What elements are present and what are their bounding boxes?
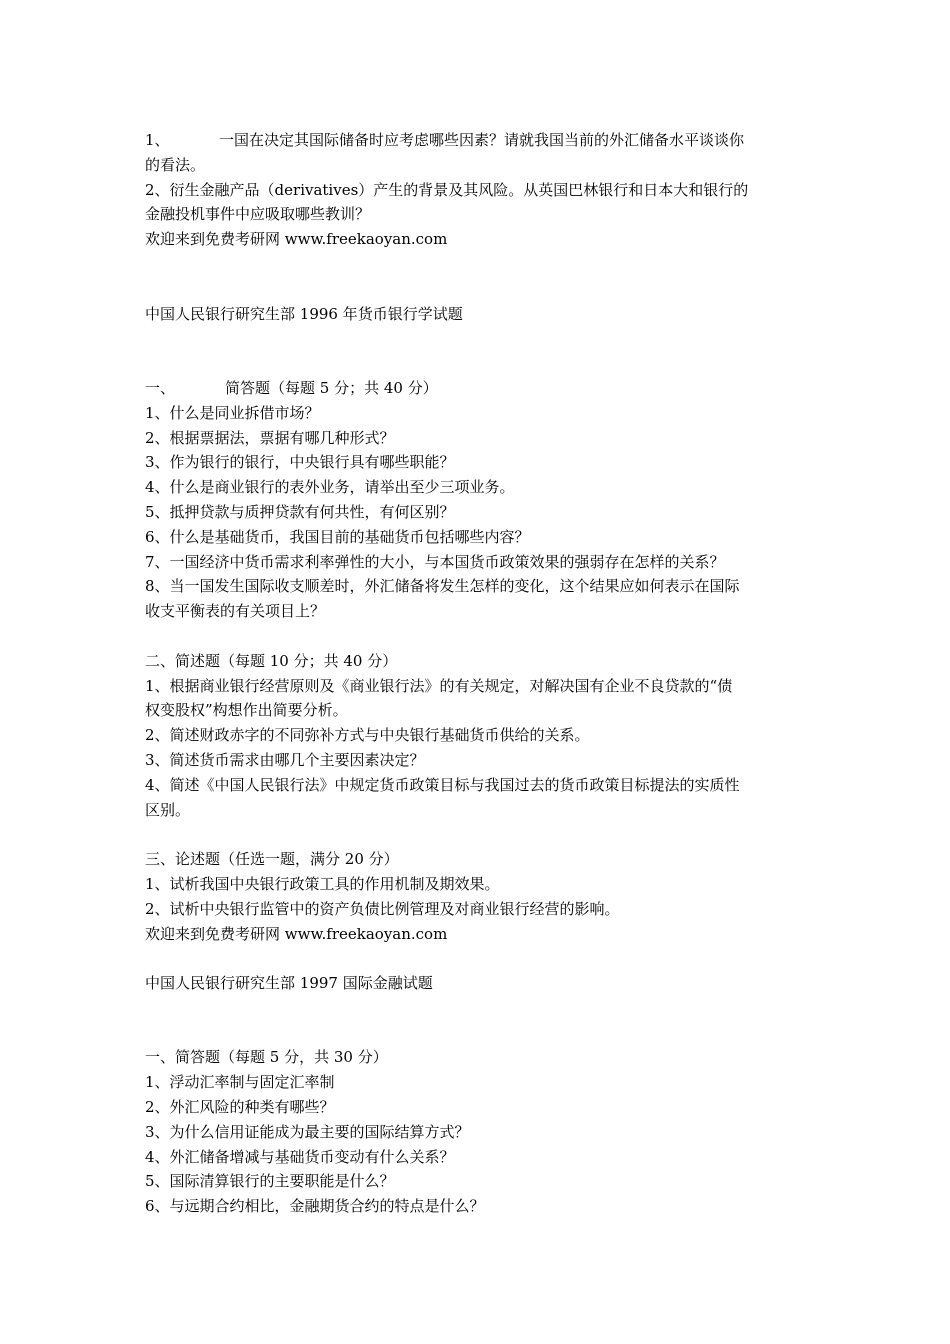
exam-1996-section-1-heading — [145, 376, 815, 401]
exam-1996-section-1-item-8-line-2: 收支平衡表的有关项目上？ — [145, 602, 326, 621]
spacer — [145, 996, 815, 1021]
exam-1997-section-1-item: 6、与远期合约相比，金融期货合约的特点是什么？ — [145, 1197, 485, 1216]
exam-1996-section-2-item-1-line-2: 权变股权”构想作出简要分析。 — [145, 701, 348, 720]
exam-1997-section-1-item: 4、外汇储备增减与基础货币变动有什么关系？ — [145, 1147, 455, 1166]
exam-1997-section-1-heading: 一、简答题（每题 5 分，共 30 分） — [145, 1048, 388, 1067]
spacer — [145, 1021, 815, 1046]
document-page — [145, 128, 815, 1219]
exam-1996-welcome-line: 欢迎来到免费考研网 www.freekaoyan.com — [145, 924, 448, 943]
exam-1996-section-1-item: 2、根据票据法，票据有哪几种形式？ — [145, 428, 395, 447]
exam-1996-section-3-item-1: 1、试析我国中央银行政策工具的作用机制及期效果。 — [145, 874, 500, 893]
intro-question-1-line-1 — [145, 128, 815, 153]
exam-1997-section-1-item: 3、为什么信用证能成为最主要的国际结算方式？ — [145, 1122, 470, 1141]
intro-question-1-text: 一国在决定其国际储备时应考虑哪些因素？请就我国当前的外汇储备水平谈谈你 — [219, 131, 745, 149]
spacer — [145, 624, 815, 649]
spacer — [145, 277, 815, 302]
exam-1996-section-1-item: 7、一国经济中货币需求利率弹性的大小，与本国货币政策效果的强弱存在怎样的关系？ — [145, 552, 725, 571]
exam-1997-section-1-item: 2、外汇风险的种类有哪些？ — [145, 1098, 335, 1117]
exam-1996-section-2-item-2: 2、简述财政赤字的不同弥补方式与中央银行基础货币供给的关系。 — [145, 726, 590, 745]
exam-1996-section-3-item-2: 2、试析中央银行监管中的资产负债比例管理及对商业银行经营的影响。 — [145, 899, 620, 918]
exam-1996-section-1-item: 6、什么是基础货币，我国目前的基础货币包括哪些内容？ — [145, 527, 530, 546]
exam-1996-section-2-item-1-line-1: 1、根据商业银行经营原则及《商业银行法》的有关规定，对解决国有企业不良贷款的“债 — [145, 676, 733, 695]
intro-question-2-line-2: 金融投机事件中应吸取哪些教训？ — [145, 205, 371, 224]
exam-1996-section-2-item-4-line-2: 区别。 — [145, 800, 191, 819]
spacer — [145, 351, 815, 376]
exam-1996-section-2-item-4-line-1: 4、简述《中国人民银行法》中规定货币政策目标与我国过去的货币政策目标提法的实质性 — [145, 775, 740, 794]
intro-question-1-number: 1、 — [145, 131, 170, 149]
exam-1996-section-3-heading: 三、论述题（任选一题，满分 20 分） — [145, 850, 399, 869]
intro-question-2-line-1: 2、衍生金融产品（derivatives）产生的背景及其风险。从英国巴林银行和日本大和银行的 — [145, 180, 749, 199]
exam-1996-section-1-item: 3、作为银行的银行，中央银行具有哪些职能？ — [145, 453, 455, 472]
exam-1996-section-1-item: 1、什么是同业拆借市场？ — [145, 403, 320, 422]
intro-welcome-line: 欢迎来到免费考研网 www.freekaoyan.com — [145, 230, 448, 249]
exam-1996-section-2-item-3: 3、简述货币需求由哪几个主要因素决定？ — [145, 750, 425, 769]
exam-1996-section-1-item: 5、抵押贷款与质押贷款有何共性，有何区别？ — [145, 502, 455, 521]
exam-1996-section-1-title: 简答题（每题 5 分；共 40 分） — [225, 378, 438, 397]
exam-1996-section-1-number: 一、 — [145, 378, 176, 397]
exam-1997-section-1-item: 5、国际清算银行的主要职能是什么？ — [145, 1172, 395, 1191]
exam-1996-section-1-item-8-line-1: 8、当一国发生国际收支顺差时，外汇储备将发生怎样的变化，这个结果应如何表示在国际 — [145, 577, 740, 596]
exam-1996-section-2-heading: 二、简述题（每题 10 分；共 40 分） — [145, 651, 398, 670]
spacer — [145, 326, 815, 351]
exam-1997-section-1-item: 1、浮动汇率制与固定汇率制 — [145, 1073, 335, 1092]
spacer — [145, 822, 815, 847]
exam-1997-title: 中国人民银行研究生部 1997 国际金融试题 — [145, 974, 433, 993]
spacer — [145, 252, 815, 277]
exam-1996-title: 中国人民银行研究生部 1996 年货币银行学试题 — [145, 304, 463, 323]
exam-1996-section-1-item: 4、什么是商业银行的表外业务，请举出至少三项业务。 — [145, 478, 515, 497]
spacer — [145, 946, 815, 971]
intro-question-1-line-2: 的看法。 — [145, 155, 206, 174]
